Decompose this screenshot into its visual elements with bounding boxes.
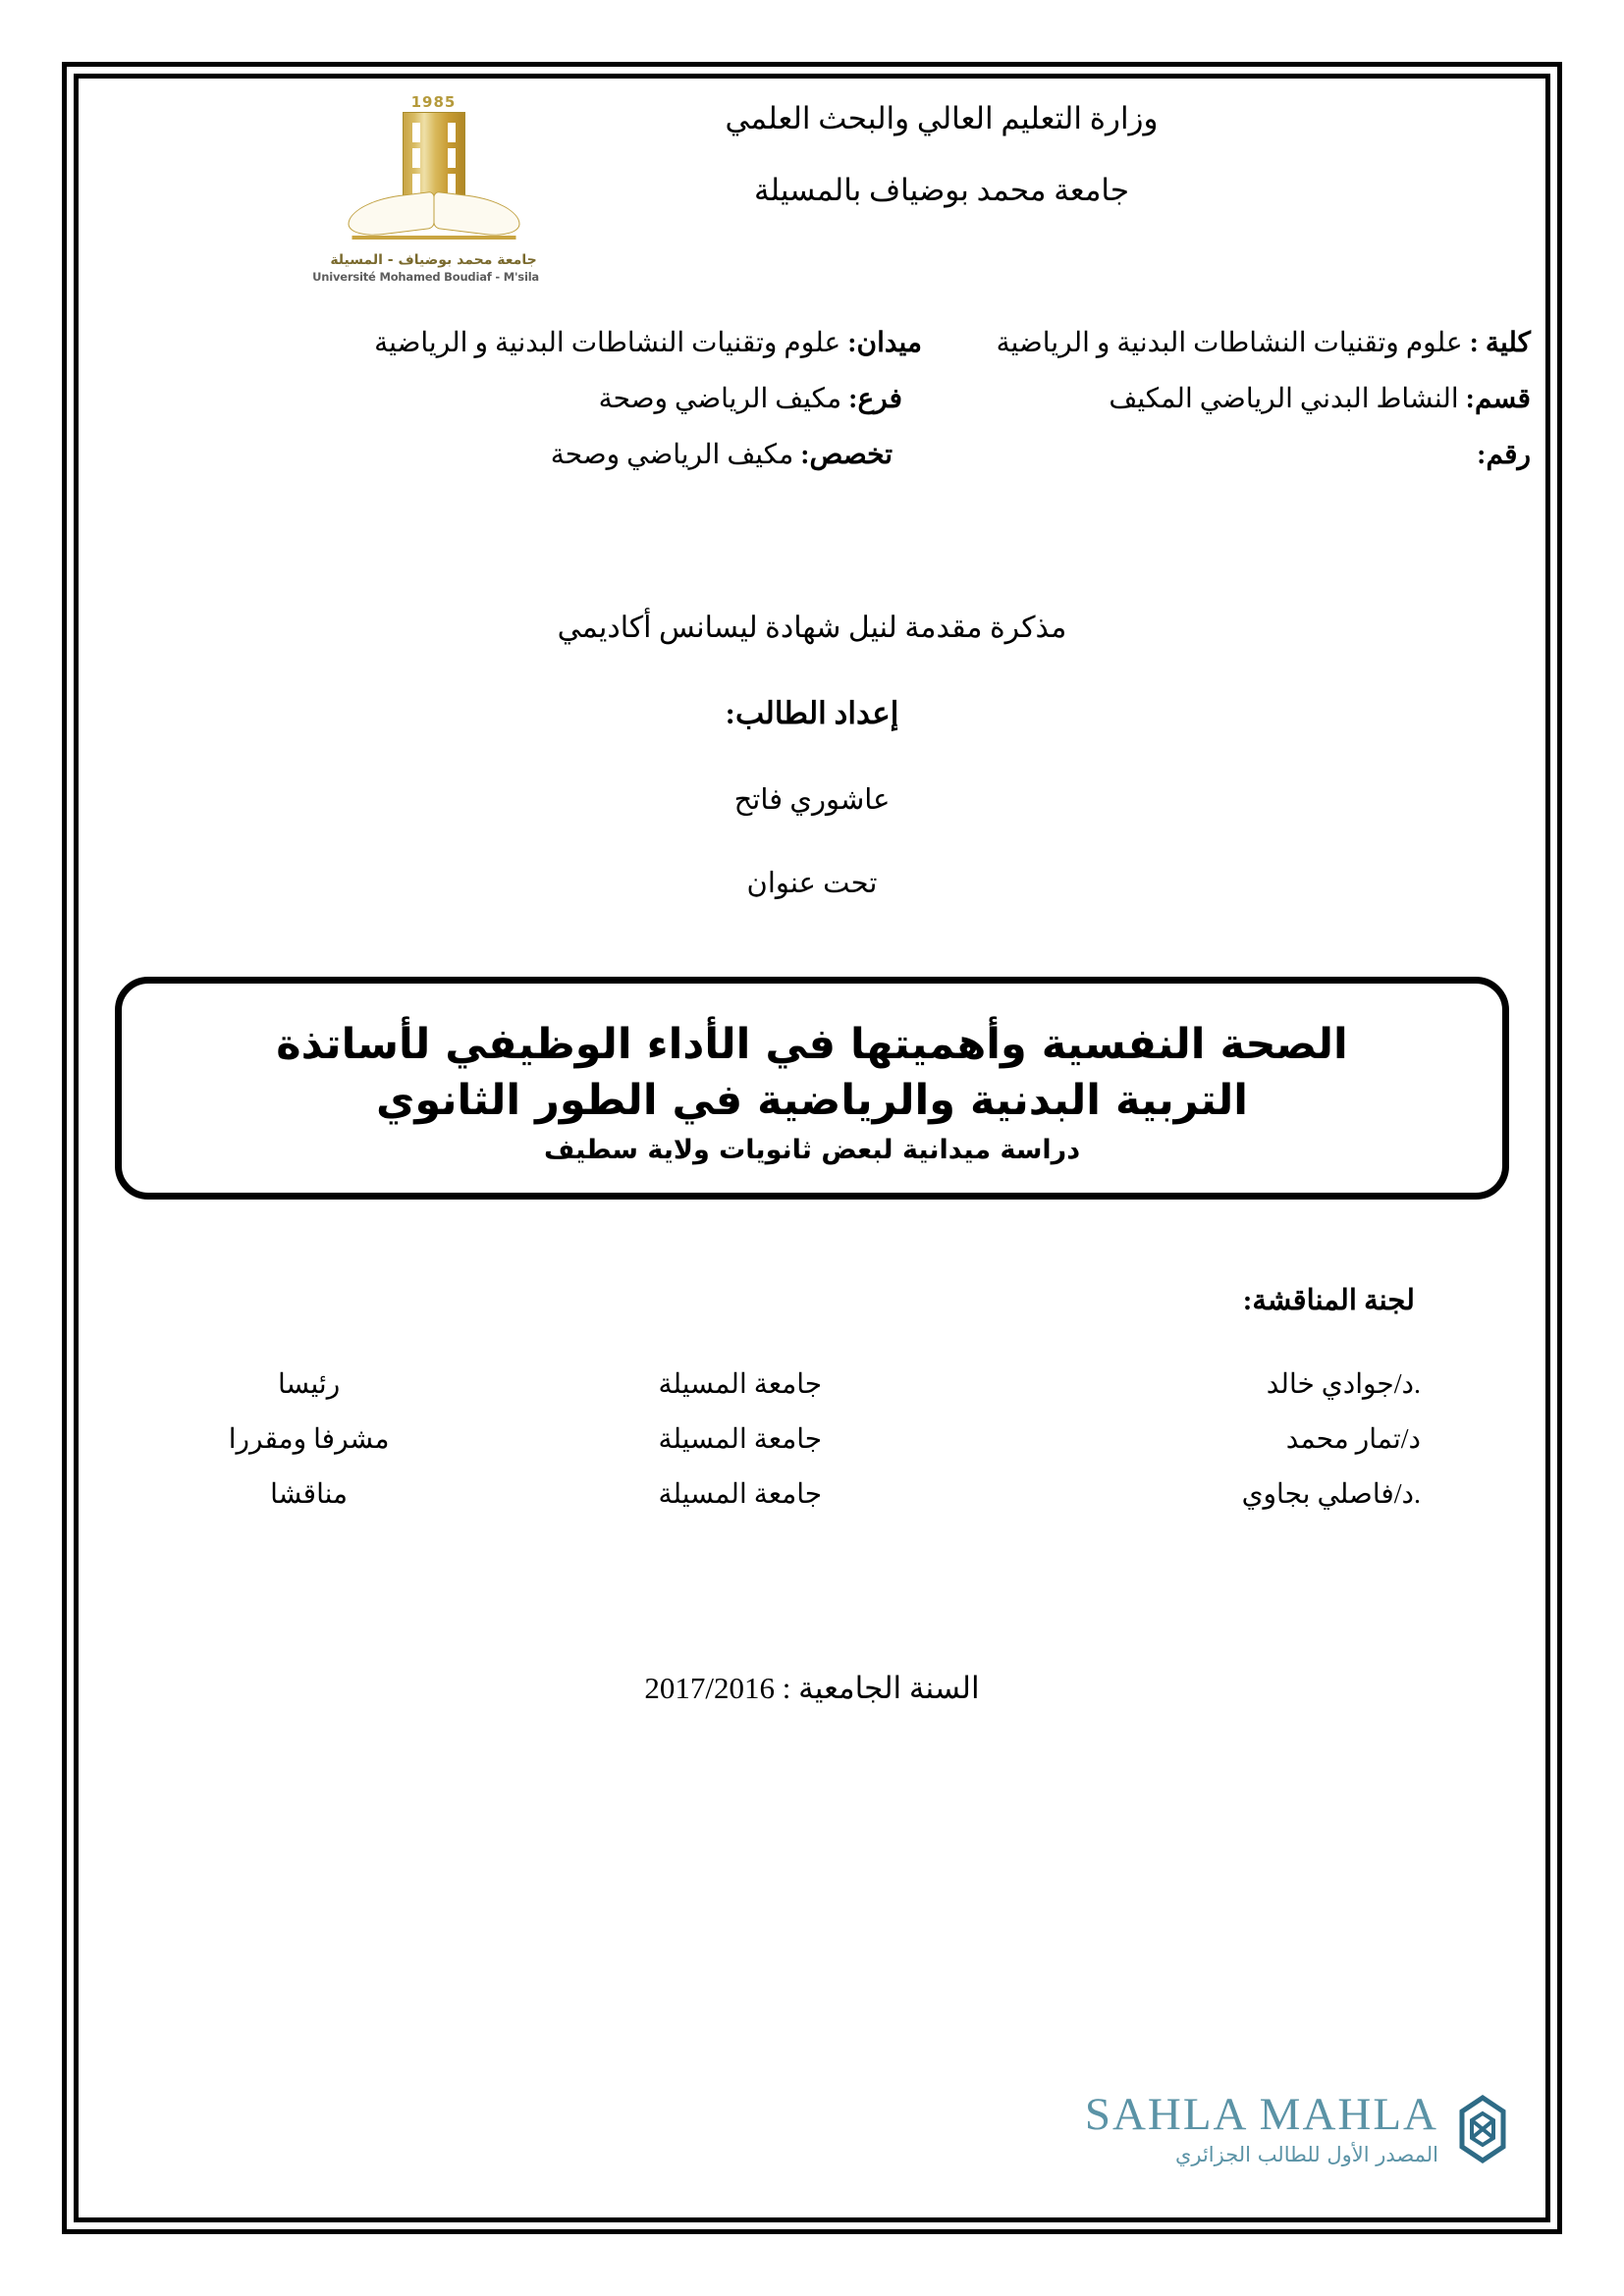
submission-block (93, 611, 1531, 900)
university-logo-icon (328, 93, 539, 250)
jury-member-role: مشرفا ومقررا (228, 1423, 390, 1455)
jury-heading: لجنة المناقشة: (1242, 1284, 1415, 1316)
jury-member-role: رئيسا (277, 1368, 341, 1400)
ministry-name: وزارة التعليم العالي والبحث العلمي (725, 101, 1159, 135)
table-row (93, 1412, 1531, 1467)
logo-founding-year: 1985 (410, 93, 457, 111)
jury-member-role: مناقشا (270, 1478, 349, 1510)
specialty-entry (551, 438, 893, 471)
affiliation-row-faculty (93, 326, 1531, 382)
open-book-icon (348, 194, 519, 241)
field-entry (374, 326, 922, 359)
department-label: قسم: (1465, 384, 1531, 414)
jury-table (93, 1357, 1531, 1522)
number-entry (1477, 438, 1531, 471)
jury-member-university: جامعة المسيلة (658, 1423, 823, 1455)
submission-statement: مذكرة مقدمة لنيل شهادة ليسانس أكاديمي (557, 612, 1067, 644)
faculty-value: علوم وتقنيات النشاطات البدنية و الرياضية (996, 328, 1463, 358)
jury-member-name: د/تمار محمد (1285, 1423, 1421, 1455)
page-content (93, 93, 1531, 2203)
university-name: جامعة محمد بوضياف بالمسيلة (753, 173, 1130, 207)
number-label: رقم: (1477, 440, 1531, 470)
table-row (93, 1357, 1531, 1412)
ministry-block (637, 103, 1246, 246)
under-title-label: تحت عنوان (746, 868, 878, 899)
department-entry (1109, 382, 1531, 415)
sahla-mahla-knot-icon (1452, 2094, 1513, 2164)
table-row (93, 1467, 1531, 1522)
field-value: علوم وتقنيات النشاطات البدنية و الرياضية (374, 328, 841, 358)
department-value: النشاط البدني الرياضي المكيف (1109, 384, 1459, 414)
academic-year-value: 2017/2016 (644, 1670, 775, 1705)
academic-year-label: السنة الجامعية : (782, 1670, 980, 1705)
field-label: ميدان: (847, 328, 922, 358)
specialty-label: تخصص: (800, 440, 893, 470)
thesis-title-line-1: الصحة النفسية وأهميتها في الأداء الوظيفي لأساتذة (276, 1020, 1348, 1069)
watermark (93, 2089, 1531, 2166)
jury-member-university: جامعة المسيلة (658, 1368, 823, 1400)
affiliation-row-department (93, 382, 1531, 438)
faculty-entry (997, 326, 1531, 359)
logo-name-arabic: جامعة محمد بوضياف - المسيلة (330, 252, 537, 268)
jury-member-name: .د/فاصلي بجاوي (1241, 1478, 1421, 1510)
thesis-subtitle: دراسة ميدانية لبعض ثانويات ولاية سطيف (543, 1134, 1081, 1165)
watermark-title: SAHLA MAHLA (1084, 2089, 1438, 2140)
branch-value: مكيف الرياضي وصحة (598, 384, 842, 414)
jury-block (93, 1283, 1531, 1522)
faculty-label: كلية : (1469, 328, 1531, 358)
specialty-value: مكيف الرياضي وصحة (550, 440, 794, 470)
branch-label: فرع: (848, 384, 902, 414)
thesis-title-box (115, 977, 1509, 1200)
student-name: عاشوري فاتح (733, 784, 891, 816)
academic-year-line (93, 1671, 1531, 1706)
jury-member-university: جامعة المسيلة (658, 1478, 823, 1510)
affiliation-row-number (93, 438, 1531, 494)
thesis-title-line-2: التربية البدنية والرياضية في الطور الثانوي (376, 1075, 1248, 1125)
jury-member-name: .د/جوادي خالد (1266, 1368, 1421, 1400)
page-header (93, 93, 1531, 294)
affiliation-block (93, 326, 1531, 498)
branch-entry (599, 382, 902, 415)
university-logo (312, 93, 539, 284)
prepared-by-label: إعداد الطالب: (725, 696, 899, 730)
logo-name-french: Université Mohamed Boudiaf - M'sila (312, 270, 539, 284)
watermark-subtitle: المصدر الأول للطالب الجزائري (1174, 2143, 1438, 2166)
